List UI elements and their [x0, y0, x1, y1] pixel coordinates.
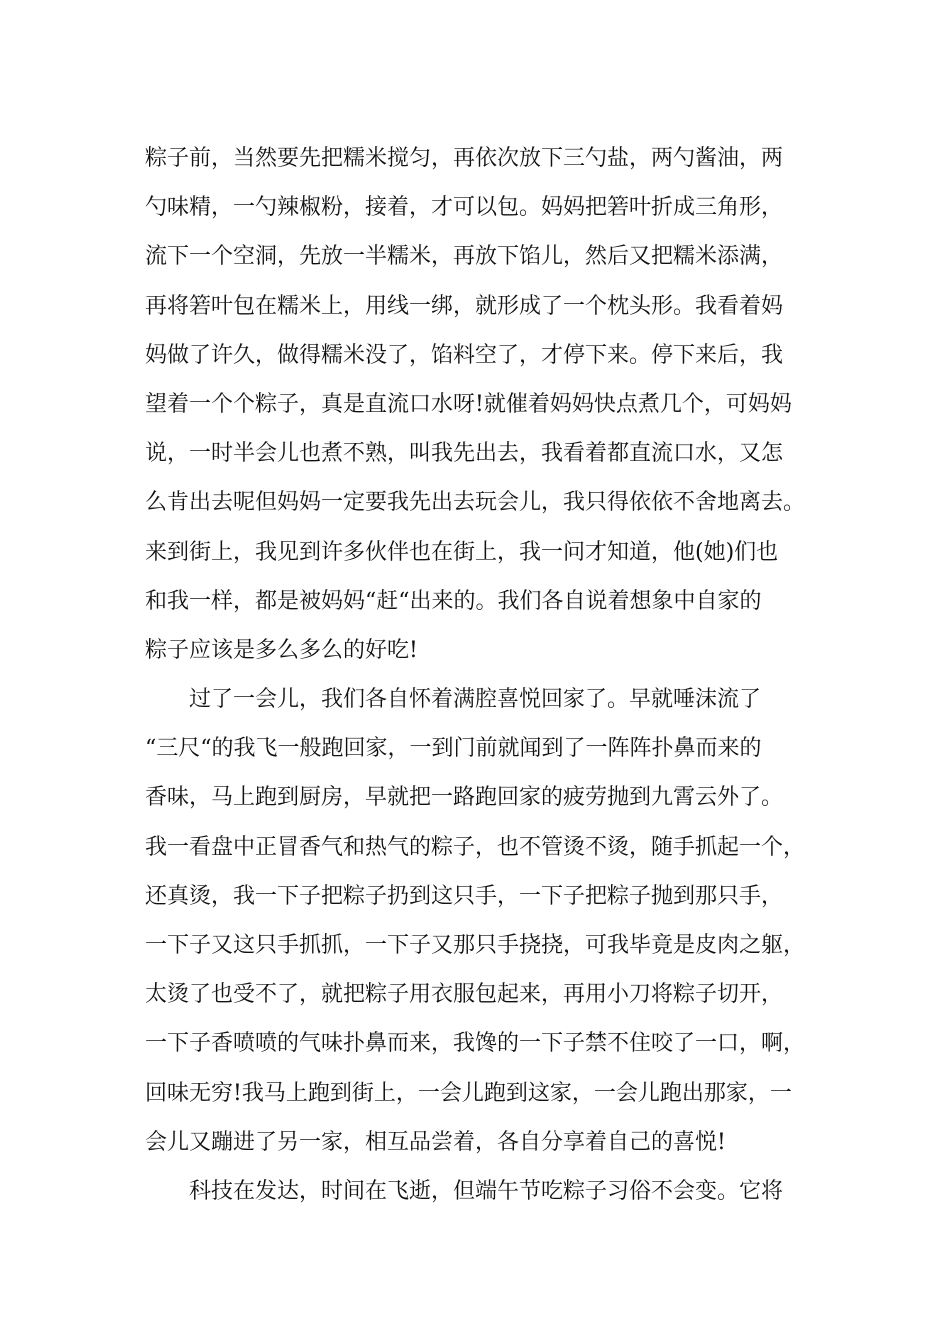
text-line: 一下子香喷喷的气味扑鼻而来，我馋的一下子禁不住咬了一口，啊，: [145, 1031, 806, 1057]
paragraph-start-line: 科技在发达，时间在飞逝，但端午节吃粽子习俗不会变。它将: [189, 1178, 784, 1204]
text-line: 粽子前，当然要先把糯米搅匀，再依次放下三勺盐，两勺酱油，两: [145, 146, 784, 171]
text-line: 和我一样，都是被妈妈“赶“出来的。我们各自说着想象中自家的: [145, 588, 762, 614]
text-line: 粽子应该是多么多么的好吃!: [145, 637, 418, 663]
text-line: 说，一时半会儿也煮不熟，叫我先出去，我看着都直流口水，又怎: [145, 441, 784, 467]
text-line: 香味，马上跑到厨房，早就把一路跑回家的疲劳抛到九霄云外了。: [145, 785, 784, 811]
text-line: 还真烫，我一下子把粽子扔到这只手，一下子把粽子抛到那只手，: [145, 883, 784, 909]
text-line: 太烫了也受不了，就把粽子用衣服包起来，再用小刀将粽子切开，: [145, 982, 784, 1008]
text-line: 我一看盘中正冒香气和热气的粽子，也不管烫不烫，随手抓起一个，: [145, 834, 806, 860]
paragraph-start-line: 过了一会儿，我们各自怀着满腔喜悦回家了。早就唾沫流了: [189, 687, 762, 713]
text-line: 一下子又这只手抓抓，一下子又那只手挠挠，可我毕竟是皮肉之躯，: [145, 933, 806, 958]
text-line: 回味无穷!我马上跑到街上，一会儿跑到这家，一会儿跑出那家，一: [145, 1080, 792, 1106]
essay-body: [145, 134, 845, 1216]
text-line: 望着一个个粽子，真是直流口水呀!就催着妈妈快点煮几个，可妈妈: [145, 391, 792, 417]
text-line: 再将箬叶包在糯米上，用线一绑，就形成了一个枕头形。我看着妈: [145, 293, 784, 319]
text-line: 么肯出去呢但妈妈一定要我先出去玩会儿，我只得依依不舍地离去。: [145, 490, 806, 516]
text-line: 会儿又蹦进了另一家，相互品尝着，各自分享着自己的喜悦!: [145, 1129, 726, 1155]
text-line: 勺味精，一勺辣椒粉，接着，才可以包。妈妈把箬叶折成三角形，: [145, 195, 784, 221]
text-line: 妈做了许久，做得糯米没了，馅料空了，才停下来。停下来后，我: [145, 342, 784, 368]
text-line: 流下一个空洞，先放一半糯米，再放下馅儿，然后又把糯米添满，: [145, 244, 784, 270]
text-line: “三尺“的我飞一般跑回家，一到门前就闻到了一阵阵扑鼻而来的: [145, 736, 762, 762]
text-line: 来到街上，我见到许多伙伴也在街上，我一问才知道，他(她)们也: [145, 539, 779, 565]
